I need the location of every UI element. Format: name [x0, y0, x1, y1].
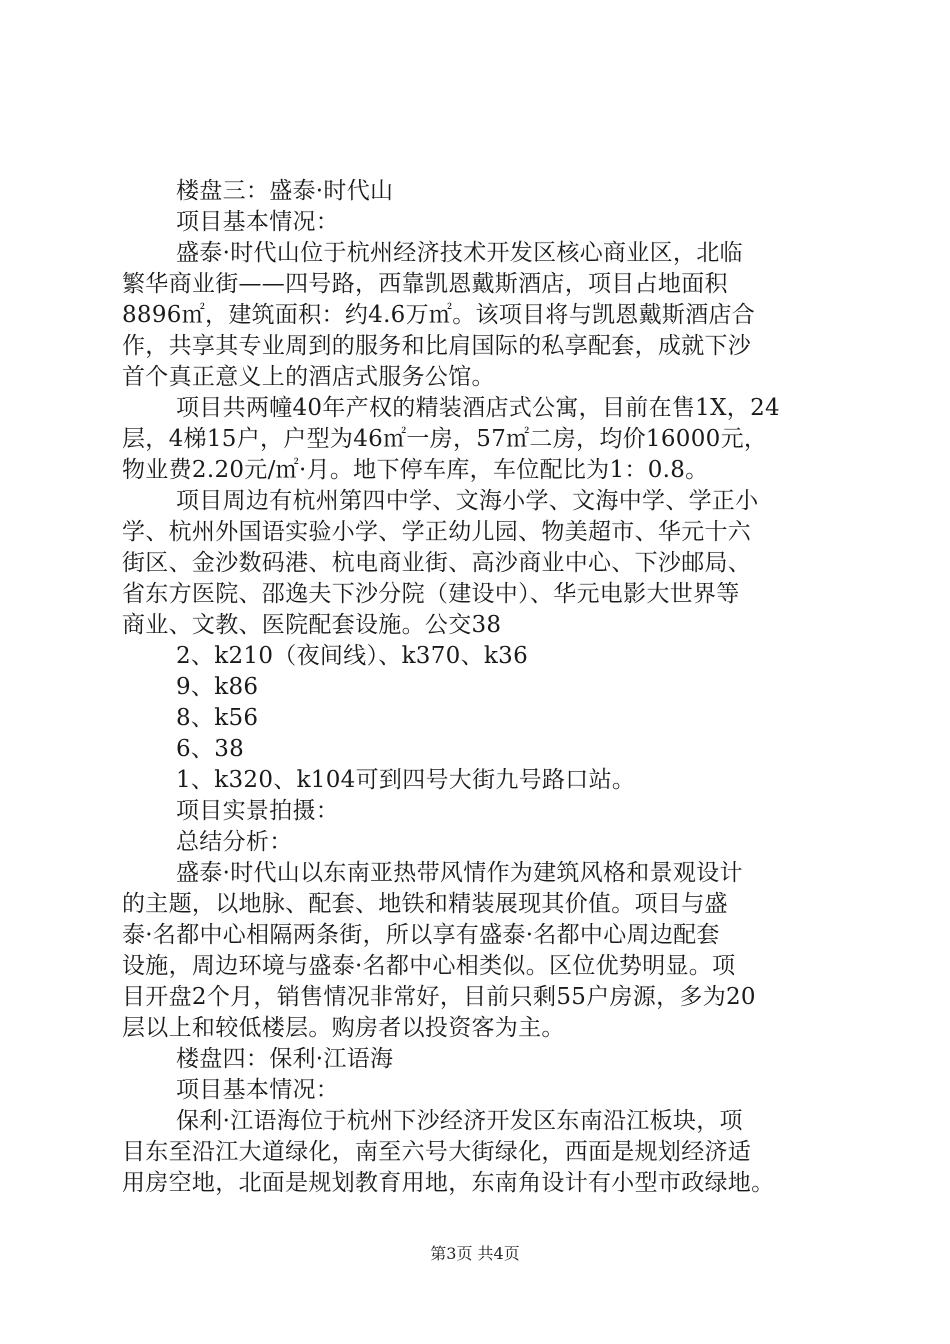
text-line: 项目周边有杭州第四中学、文海小学、文海中学、学正小	[176, 488, 759, 514]
text-line: 保利·江语海位于杭州下沙经济开发区东南沿江板块，项	[176, 1108, 743, 1134]
text-line: 设施，周边环境与盛泰·名都中心相类似。区位优势明显。项	[122, 953, 736, 979]
text-line: 商业、文教、医院配套设施。公交38	[122, 612, 502, 638]
text-line: 街区、金沙数码港、杭电商业街、高沙商业中心、下沙邮局、	[122, 550, 752, 576]
text-line: 繁华商业街——四号路，西靠凯恩戴斯酒店，项目占地面积	[122, 271, 728, 297]
text-line: 项目实景拍摄：	[176, 798, 340, 824]
text-line: 项目共两幢40年产权的精装酒店式公寓，目前在售1X，24	[176, 395, 780, 421]
text-line: 2、k210（夜间线）、k370、k36	[176, 643, 529, 669]
text-line: 层，4梯15户，户型为46㎡一房，57㎡二房，均价16000元，	[122, 426, 768, 452]
text-line: 首个真正意义上的酒店式服务公馆。	[122, 364, 495, 390]
text-line: 层以上和较低楼层。购房者以投资客为主。	[122, 1015, 565, 1041]
text-line: 盛泰·时代山位于杭州经济技术开发区核心商业区，北临	[176, 240, 743, 266]
text-line: 的主题，以地脉、配套、地铁和精装展现其价值。项目与盛	[122, 891, 728, 917]
page-footer: 第3页 共4页	[430, 1244, 520, 1263]
text-line: 1、k320、k104可到四号大街九号路口站。	[176, 767, 636, 793]
text-line: 目东至沿江大道绿化，南至六号大街绿化，西面是规划经济适	[122, 1139, 752, 1165]
text-line: 8896㎡，建筑面积：约4.6万㎡。该项目将与凯恩戴斯酒店合	[122, 302, 756, 328]
text-line: 楼盘三：盛泰·时代山	[176, 178, 394, 204]
text-line: 盛泰·时代山以东南亚热带风情作为建筑风格和景观设计	[176, 860, 743, 886]
text-line: 目开盘2个月，销售情况非常好，目前只剩55户房源，多为20	[122, 984, 756, 1010]
text-line: 省东方医院、邵逸夫下沙分院（建设中）、华元电影大世界等	[122, 581, 740, 607]
text-line: 项目基本情况：	[176, 209, 340, 235]
text-line: 学、杭州外国语实验小学、学正幼儿园、物美超市、华元十六	[122, 519, 752, 545]
text-line: 6、38	[176, 736, 245, 762]
text-line: 物业费2.20元/㎡·月。地下停车库，车位配比为1：0.8。	[122, 457, 709, 483]
text-line: 总结分析：	[176, 829, 293, 855]
document-body	[122, 176, 837, 1199]
text-line: 楼盘四：保利·江语海	[176, 1046, 394, 1072]
text-line: 9、k86	[176, 674, 259, 700]
text-line: 8、k56	[176, 705, 259, 731]
text-line: 作，共享其专业周到的服务和比肩国际的私享配套，成就下沙	[122, 333, 752, 359]
text-line: 用房空地，北面是规划教育用地，东南角设计有小型市政绿地。	[122, 1170, 775, 1196]
text-line: 泰·名都中心相隔两条街，所以享有盛泰·名都中心周边配套	[122, 922, 720, 948]
text-line: 项目基本情况：	[176, 1077, 340, 1103]
